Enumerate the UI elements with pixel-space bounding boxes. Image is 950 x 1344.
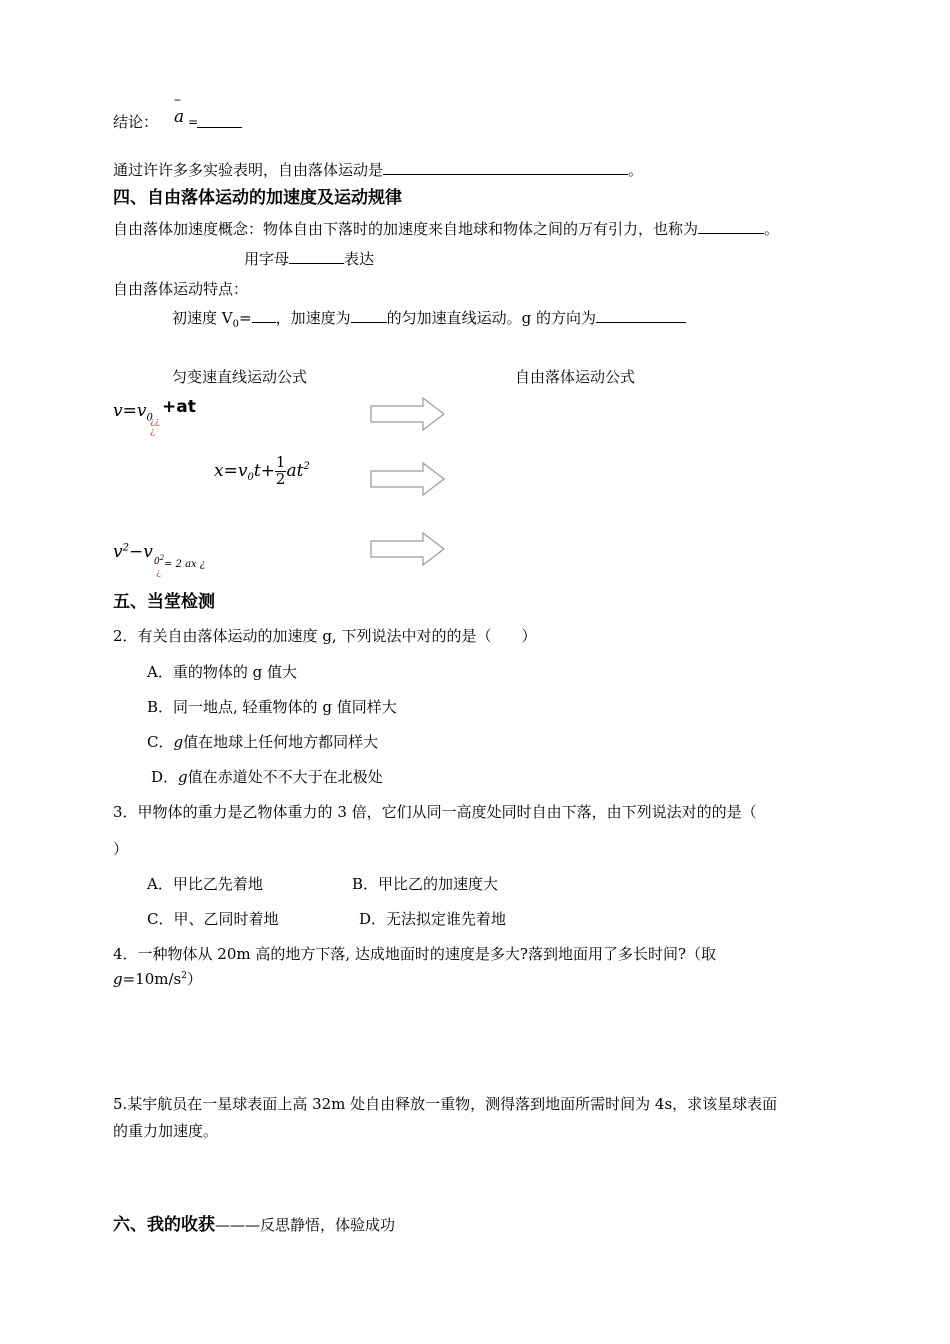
q2-option-c: C．g值在地球上任何地方都同样大 — [147, 733, 379, 751]
formula-displacement: $x=v_0t+$ $\frac{1}{2}$ $at^2$ — [214, 453, 310, 488]
q4-line-1: 4．一种物体从 20m 高的地方下落, 达成地面时的速度是多大?落到地面用了多长时间?（取 — [113, 945, 717, 963]
q5-line-1: 5.某宇航员在一星球表面上高 32m 处自由释放一重物，测得落到地面所需时间为 4s，求该星球表面 — [113, 1095, 778, 1113]
q3-option-a: A．甲比乙先着地 — [147, 875, 263, 893]
q3-option-b: B．甲比乙的加速度大 — [352, 875, 499, 893]
q3-stem-end: ） — [113, 840, 129, 858]
section-5-title: 五、当堂检测 — [113, 592, 215, 612]
q3-option-d: D．无法拟定谁先着地 — [359, 910, 507, 928]
conclusion-blank — [197, 113, 242, 128]
acceleration-blank — [351, 308, 387, 323]
column-right-header: 自由落体运动公式 — [515, 368, 636, 386]
mean-bar: – — [174, 92, 181, 108]
conclusion-equals: = — [188, 115, 199, 129]
formula-velocity: $v=v_0$ — [113, 401, 153, 424]
section-4-title: 四、自由落体运动的加速度及运动规律 — [113, 188, 402, 208]
features-label: 自由落体运动特点： — [113, 280, 249, 298]
formula-velocity-tail: +at — [162, 397, 196, 417]
formula-squared-artifact: ¿ — [156, 568, 161, 578]
features-line: 初速度 $V_0=$ ，加速度为 的匀加速直线运动。g 的方向为 — [172, 308, 686, 331]
concept-blank — [698, 219, 764, 234]
experiment-line: 通过许许多多实验表明，自由落体运动是 。 — [113, 161, 644, 179]
formula-velocity-squared: $v^2-v$ — [113, 542, 153, 562]
q4-line-2: $g=10m/s^2$） — [113, 970, 202, 988]
conclusion-label: 结论： — [113, 113, 159, 131]
arrow-right-icon — [370, 397, 446, 431]
column-left-header: 匀变速直线运动公式 — [172, 368, 308, 386]
symbol-blank — [289, 249, 344, 264]
arrow-right-icon — [370, 462, 446, 496]
fraction-half: $\frac{1}{2}$ — [275, 453, 286, 488]
section-6-title: 六、我的收获———反思静悟，体验成功 — [113, 1215, 396, 1235]
formula-squared-tail: = 2 ax ¿ — [164, 559, 206, 570]
q3-option-c: C．甲、乙同时着地 — [147, 910, 279, 928]
formula-v0-small: $0^2$ — [154, 554, 165, 567]
q2-option-d: D．g值在赤道处不不大于在北极处 — [151, 768, 383, 786]
experiment-blank — [383, 160, 628, 175]
q2-stem: 2．有关自由落体运动的加速度 g, 下列说法中对的的是（ ） — [113, 627, 537, 645]
gravity-concept: 自由落体加速度概念：物体自由下落时的加速度来自地球和物体之间的万有引力，也称为 。 — [113, 220, 780, 238]
v0-blank — [252, 308, 276, 323]
direction-blank — [596, 308, 686, 323]
q3-stem: 3．甲物体的重力是乙物体重力的 3 倍，它们从同一高度处同时自由下落，由下列说法对的的是（ — [113, 803, 757, 821]
q5-line-2: 的重力加速度。 — [113, 1122, 219, 1140]
arrow-right-icon — [370, 532, 446, 566]
q2-option-b: B．同一地点, 轻重物体的 g 值同样大 — [147, 698, 397, 716]
formula-velocity-artifact: ¿¿ — [150, 417, 160, 427]
mean-symbol: a — [174, 107, 185, 127]
symbol-line: 用字母 表达 — [244, 250, 375, 268]
formula-velocity-artifact-2: ¿ — [150, 427, 155, 437]
q2-option-a: A．重的物体的 g 值大 — [147, 663, 297, 681]
